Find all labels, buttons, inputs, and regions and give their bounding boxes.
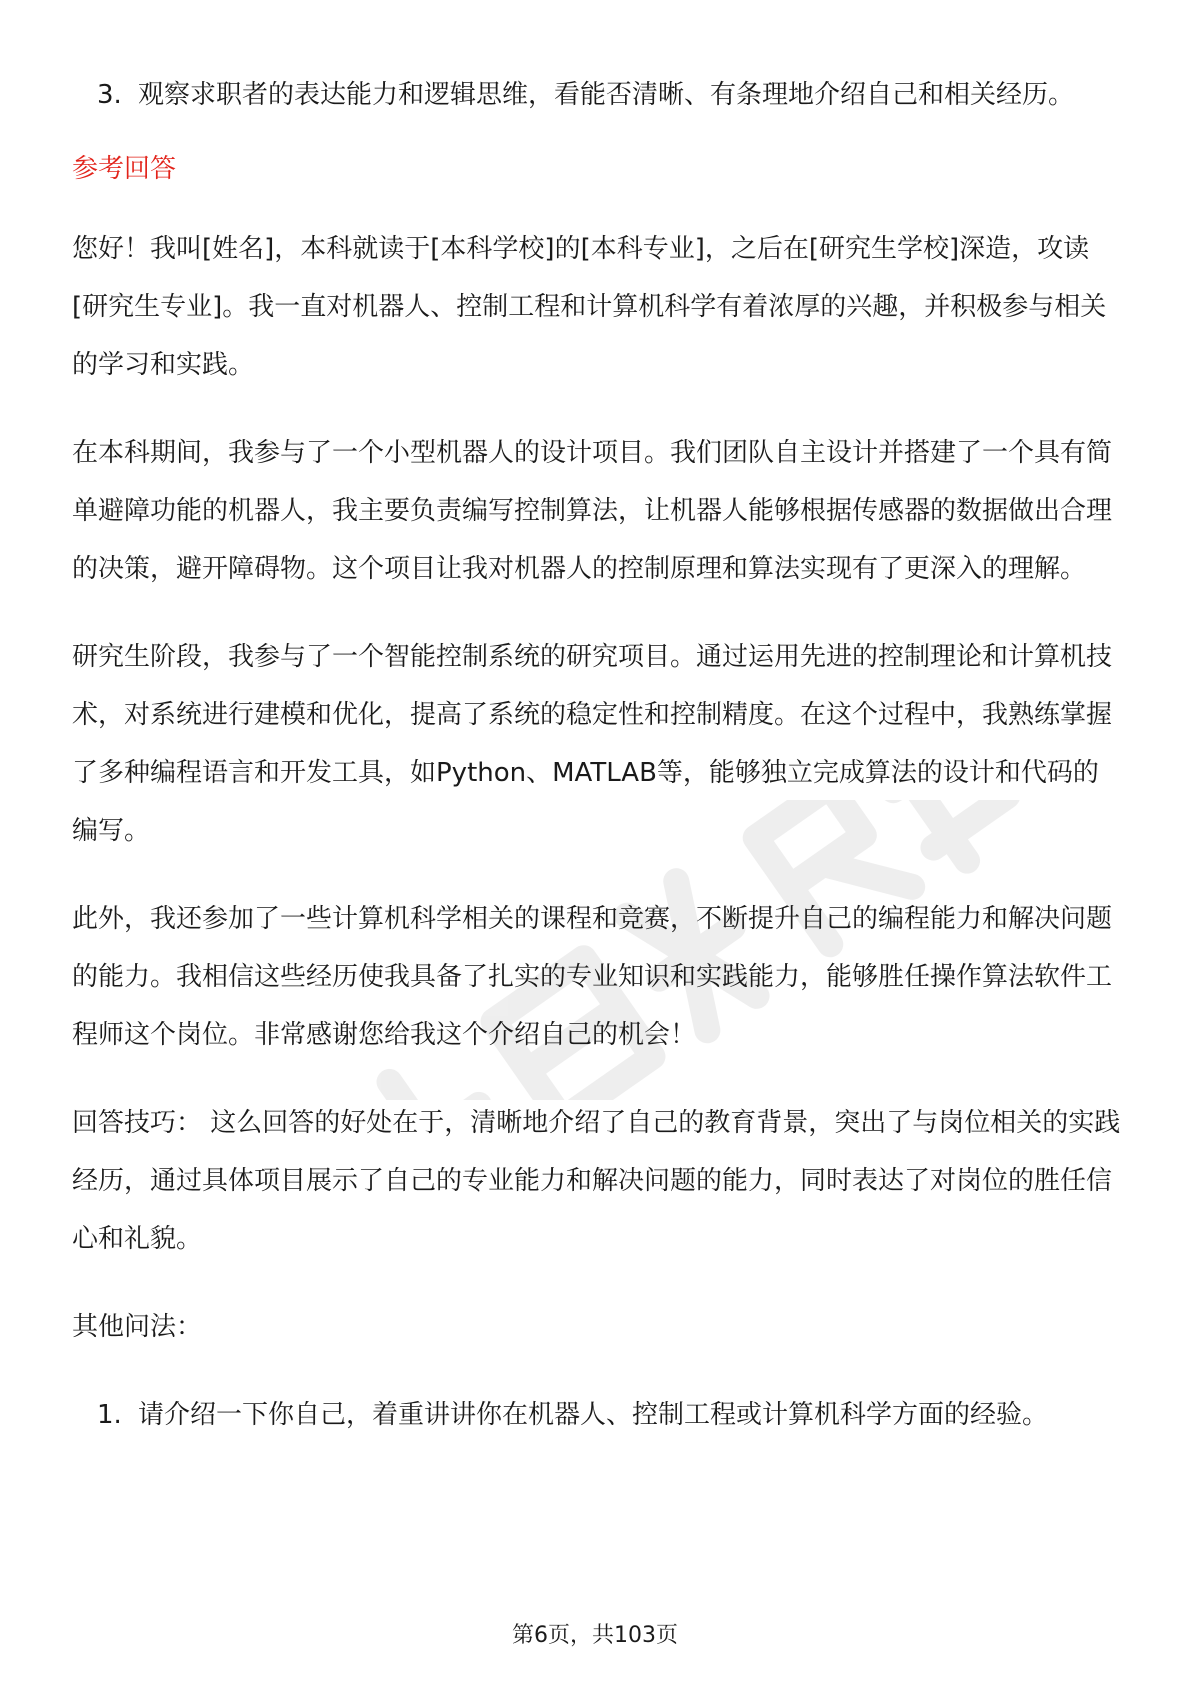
answer-paragraph-graduate: 研究生阶段，我参与了一个智能控制系统的研究项目。通过运用先进的控制理论和计算机技术，对系统进行建模和优化，提高了系统的稳定性和控制精度。在这个过程中，我熟练掌握了多种编程语言和开发工具，如Python、MATLAB等，能够独立完成算法的设计和代码的编写。 xyxy=(72,642,1113,846)
answer-paragraph-closing: 此外，我还参加了一些计算机科学相关的课程和竞赛，不断提升自己的编程能力和解决问题的能力。我相信这些经历使我具备了扎实的专业知识和实践能力，能够胜任操作算法软件工程师这个岗位。非常感谢您给我这个介绍自己的机会！ xyxy=(72,904,1113,1050)
other-phrasings-heading: 其他问法： xyxy=(72,1312,203,1342)
list-item xyxy=(84,1386,1122,1444)
list-item xyxy=(84,66,1122,124)
answer-paragraph-undergrad: 在本科期间，我参与了一个小型机器人的设计项目。我们团队自主设计并搭建了一个具有简单避障功能的机器人，我主要负责编写控制算法，让机器人能够根据传感器的数据做出合理的决策，避开障碍物。这个项目让我对机器人的控制原理和算法实现有了更深入的理解。 xyxy=(72,438,1113,584)
page-content xyxy=(72,66,1122,1444)
answer-tips-paragraph: 回答技巧： 这么回答的好处在于，清晰地介绍了自己的教育背景，突出了与岗位相关的实践经历，通过具体项目展示了自己的专业能力和解决问题的能力，同时表达了对岗位的胜任信心和礼貌。 xyxy=(72,1108,1121,1254)
list-item-text: 观察求职者的表达能力和逻辑思维，看能否清晰、有条理地介绍自己和相关经历。 xyxy=(138,80,1075,110)
list-item-number: 3. xyxy=(97,80,122,110)
list-item-number: 1. xyxy=(97,1400,122,1430)
list-item-text: 请介绍一下你自己，着重讲讲你在机器人、控制工程或计算机科学方面的经验。 xyxy=(138,1400,1049,1430)
answer-paragraph-intro: 您好！我叫[姓名]，本科就读于[本科学校]的[本科专业]，之后在[研究生学校]深造，攻读[研究生专业]。我一直对机器人、控制工程和计算机科学有着浓厚的兴趣，并积极参与相关的学习和实践。 xyxy=(72,234,1107,380)
page-footer: 第6页，共103页 xyxy=(512,1623,678,1648)
section-heading: 参考回答 xyxy=(72,154,177,184)
